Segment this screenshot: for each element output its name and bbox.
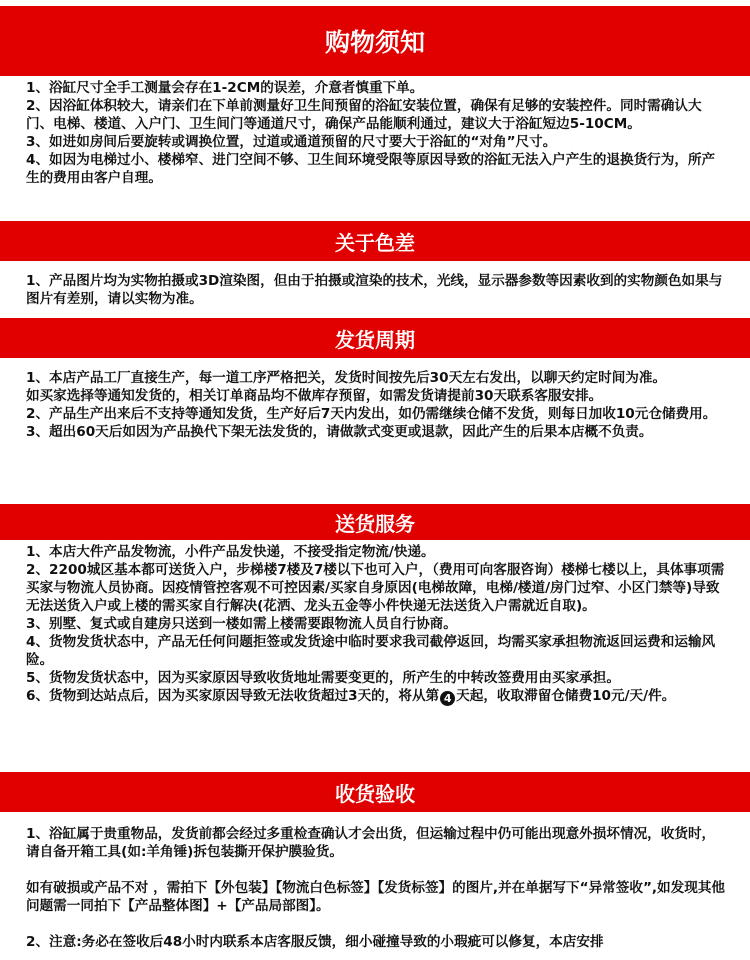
section-header-color-diff — [0, 221, 750, 261]
notice-line: 3、别墅、复式或自建房只送到一楼如需上楼需要跟物流人员自行协商。 — [26, 616, 457, 632]
section-body-color-diff — [26, 272, 726, 308]
line6-text-before: 6、货物到达站点后，因为买家原因导致无法收货超过3天的，将从第 — [26, 688, 440, 704]
section-header-delivery-cycle — [0, 318, 750, 358]
notice-line: 2、产品生产出来后不支持等通知发货，生产好后7天内发出，如仍需继续仓储不发货，则每日加收10元仓储费用。 — [26, 406, 717, 422]
notice-line-6 — [26, 687, 726, 706]
notice-line: 2、注意:务必在签收后48小时内联系本店客服反馈，细小碰撞导致的小瑕疵可以修复，本店安排 — [26, 934, 604, 950]
circled-number-four: 4 — [440, 691, 455, 706]
notice-line: 3、如进如房间后要旋转或调换位置，过道或通道预留的尺寸要大于浴缸的“对角”尺寸。 — [26, 134, 557, 150]
line6-text-after: 天起，收取滞留仓储费10元/天/件。 — [456, 688, 676, 704]
notice-line: 3、超出60天后如因为产品换代下架无法发货的，请做款式变更或退款，因此产生的后果本店概不负责。 — [26, 424, 653, 440]
section-title: 关于色差 — [335, 230, 415, 255]
section-header-delivery-service — [0, 504, 750, 540]
section-body-delivery-cycle — [26, 369, 726, 441]
notice-line: 2、2200城区基本都可送货入户，步梯楼7楼及7楼以下也可入户，（费用可向客服咨询）楼梯七楼以上，具体事项需买家与物流人员协商。因疫情管控客观不可控因素/买家自身原因(电梯故障，电梯/楼道/房门过窄、小区门禁等)导致无法送货入户或上楼的需买家自行解决(花洒、龙头五金等小件快递无法送货入户需就近自取)。 — [26, 562, 725, 614]
notice-line: 4、如因为电梯过小、楼梯窄、进门空间不够、卫生间环境受限等原因导致的浴缸无法入户产生的退换货行为，所产生的费用由客户自理。 — [26, 152, 716, 186]
section-title: 发货周期 — [335, 327, 415, 352]
notice-line: 1、本店产品工厂直接生产，每一道工序严格把关，发货时间按先后30天左右发出，以聊天约定时间为准。 — [26, 370, 667, 386]
section-body-receipt-check — [26, 825, 726, 951]
section-body-delivery-service — [26, 543, 726, 706]
notice-line: 4、货物发货状态中，产品无任何问题拒签或发货途中临时要求我司截停返回，均需买家承担物流返回运费和运输风险。 — [26, 634, 716, 668]
notice-line: 1、本店大件产品发物流，小件产品发快递，不接受指定物流/快递。 — [26, 544, 435, 560]
section-title: 送货服务 — [335, 511, 415, 536]
section-title: 购物须知 — [324, 28, 425, 57]
section-title: 收货验收 — [335, 781, 415, 806]
notice-line: 1、浴缸属于贵重物品，发货前都会经过多重检查确认才会出货，但运输过程中仍可能出现意外损坏情况，收货时，请自备开箱工具(如:羊角锤)拆包装撕开保护膜验货。 — [26, 826, 716, 860]
notice-line: 1、产品图片均为实物拍摄或3D渲染图，但由于拍摄或渲染的技术，光线，显示器参数等因素收到的实物颜色如果与图片有差别，请以实物为准。 — [26, 273, 723, 307]
notice-line: 1、浴缸尺寸全手工测量会存在1-2CM的误差，介意者慎重下单。 — [26, 80, 424, 96]
section-header-shopping-notice — [0, 6, 750, 76]
section-body-shopping-notice — [26, 79, 726, 187]
notice-line: 2、因浴缸体积较大，请亲们在下单前测量好卫生间预留的浴缸安装位置，确保有足够的安装控件。同时需确认大门、电梯、楼道、入户门、卫生间门等通道尺寸，确保产品能顺利通过，建议大于浴缸短边5-10CM。 — [26, 98, 702, 132]
notice-line: 5、货物发货状态中，因为买家原因导致收货地址需要变更的，所产生的中转改签费用由买家承担。 — [26, 670, 620, 686]
section-header-receipt-check — [0, 772, 750, 812]
notice-line: 如有破损或产品不对 ，需拍下【外包装】【物流白色标签】【发货标签】的图片,并在单据写下“异常签收”,如发现其他问题需一同拍下【产品整体图】+【产品局部图】。 — [26, 880, 726, 914]
notice-line: 如买家选择等通知发货的，相关订单商品均不做库存预留，如需发货请提前30天联系客服安排。 — [26, 388, 603, 404]
